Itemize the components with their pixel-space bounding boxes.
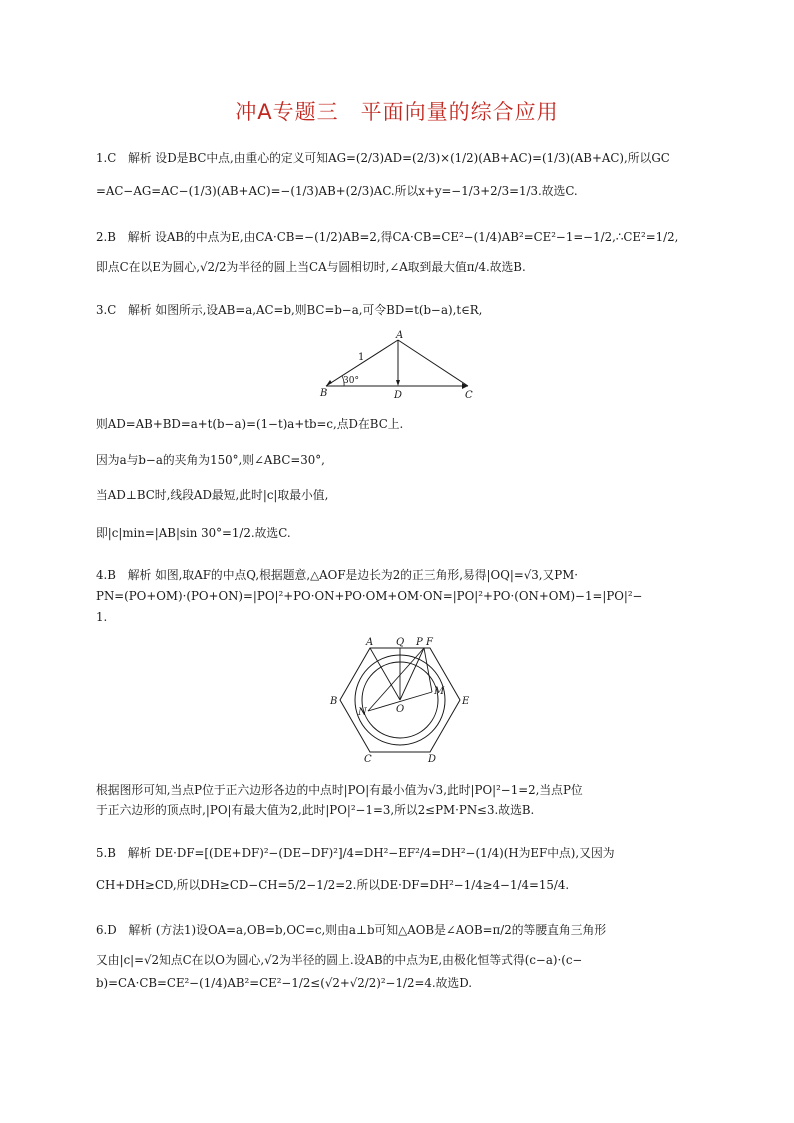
page-title: 冲A专题三 平面向量的综合应用 (235, 100, 559, 124)
segment-po (400, 648, 424, 700)
solution-line: 2.B 解析 设AB的中点为E,由CA·CB=−(1/2)AB=2,得CA·CB=CE²−(1/4)AB²=CE²−1=−1/2,∴CE²=1/2, (96, 230, 679, 244)
label-q: Q (396, 637, 405, 648)
solution-line: 3.C 解析 如图所示,设AB=a,AC=b,则BC=b−a,可令BD=t(b−a),t∈R, (96, 303, 483, 317)
segment-pn (368, 648, 424, 711)
label-a: A (396, 330, 404, 341)
label-c: C (465, 390, 473, 401)
solution-line: 则AD=AB+BD=a+t(b−a)=(1−t)a+tb=c,点D在BC上. (96, 417, 404, 431)
triangle-figure (310, 332, 485, 404)
solution-line: 又由|c|=√2知点C在以O为圆心,√2为半径的圆上.设AB的中点为E,由极化恒等式得(c−a)·(c− (96, 953, 583, 967)
solution-line: 6.D 解析 (方法1)设OA=a,OB=b,OC=c,则由a⊥b可知△AOB是∠AOB=π/2的等腰直角三角形 (96, 923, 607, 937)
label-p: P (416, 637, 423, 648)
solution-line: 因为a与b−a的夹角为150°,则∠ABC=30°, (96, 453, 325, 467)
label-d: D (394, 390, 403, 401)
solution-line: 根据图形可知,当点P位于正六边形各边的中点时|PO|有最小值为√3,此时|PO|²−1=2,当点P位 (96, 783, 583, 797)
solution-line: 即点C在以E为圆心,√2/2为半径的圆上当CA与圆相切时,∠A取到最大值π/4.故选B. (96, 260, 526, 274)
solution-line: 5.B 解析 DE·DF=[(DE+DF)²−(DE−DF)²]/4=DH²−EF²/4=DH²−(1/4)(H为EF中点),又因为 (96, 846, 615, 860)
solution-line: 1. (96, 610, 108, 624)
segment-pm (424, 648, 432, 692)
segment-ab (326, 340, 398, 386)
label-m: M (434, 686, 445, 697)
label-f: F (426, 637, 433, 648)
label-e: E (462, 696, 470, 707)
arrow-head (326, 380, 332, 386)
label-length: 1 (358, 352, 365, 363)
label-d: D (428, 754, 437, 765)
label-o: O (396, 704, 405, 715)
label-c: C (364, 754, 372, 765)
arrow-head (396, 380, 400, 386)
solution-line: 当AD⊥BC时,线段AD最短,此时|c|取最小值, (96, 488, 329, 502)
solution-line: b)=CA·CB=CE²−(1/4)AB²=CE²−1/2≤(√2+√2/2)²−1/2=4.故选D. (96, 976, 473, 990)
solution-line: =AC−AG=AC−(1/3)(AB+AC)=−(1/3)AB+(2/3)AC.所以x+y=−1/3+2/3=1/3.故选C. (96, 184, 578, 198)
label-a: A (366, 637, 374, 648)
solution-line: 即|c|min=|AB|sin 30°=1/2.故选C. (96, 526, 291, 540)
solution-line: PN=(PO+OM)·(PO+ON)=|PO|²+PO·ON+PO·OM+OM·ON=|PO|²+PO·(ON+OM)−1=|PO|²− (96, 589, 643, 603)
label-angle: 30° (343, 376, 359, 386)
solution-line: CH+DH≥CD,所以DH≥CD−CH=5/2−1/2=2.所以DE·DF=DH²−1/4≥4−1/4=15/4. (96, 878, 570, 892)
solution-line: 于正六边形的顶点时,|PO|有最大值为2,此时|PO|²−1=3,所以2≤PM·PN≤3.故选B. (96, 803, 535, 817)
label-b: B (320, 388, 328, 399)
label-n: N (358, 707, 367, 718)
label-b: B (330, 696, 338, 707)
solution-line: 4.B 解析 如图,取AF的中点Q,根据题意,△AOF是边长为2的正三角形,易得|OQ|=√3,又PM· (96, 568, 579, 582)
hexagon-figure (328, 636, 468, 764)
segment-ac (398, 340, 468, 386)
solution-line: 1.C 解析 设D是BC中点,由重心的定义可知AG=(2/3)AD=(2/3)×(1/2)(AB+AC)=(1/3)(AB+AC),所以GC (96, 151, 670, 165)
